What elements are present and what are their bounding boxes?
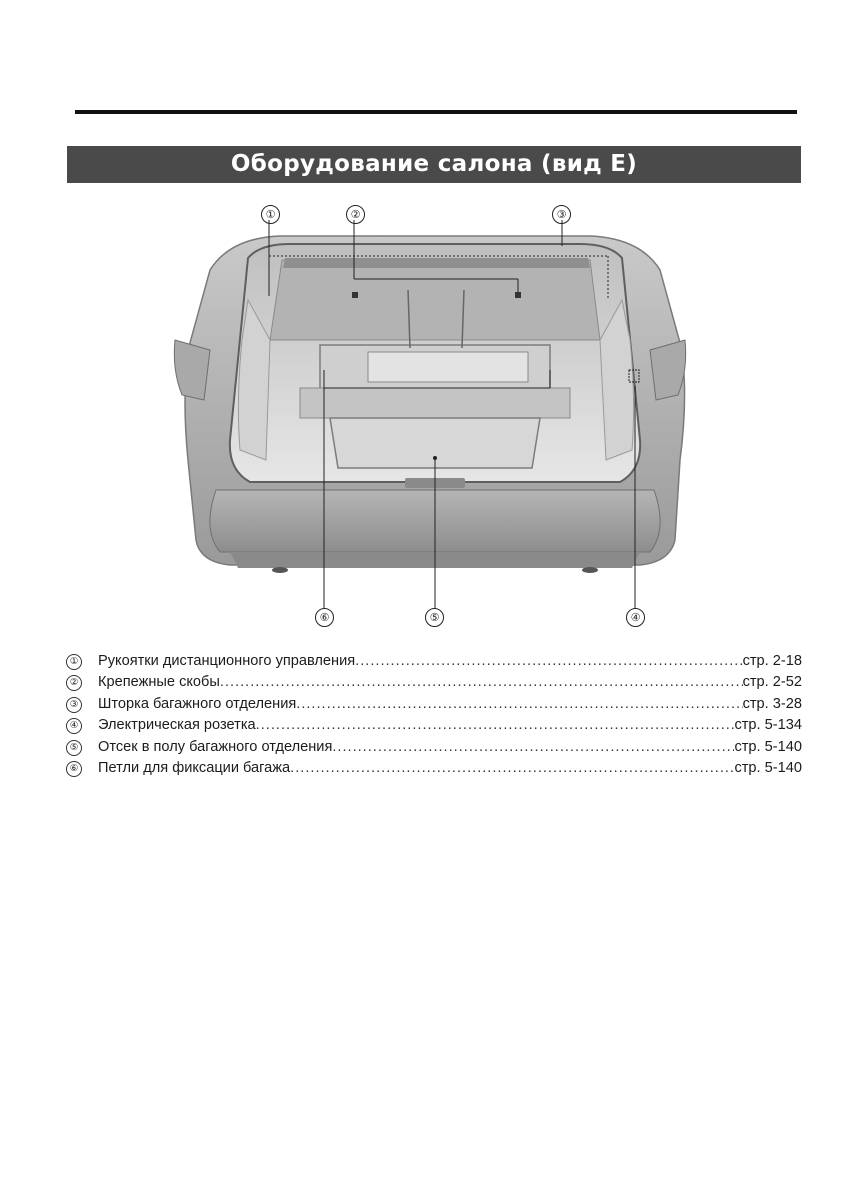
legend-label: Отсек в полу багажного отделения xyxy=(98,738,333,755)
top-rule xyxy=(75,110,797,114)
legend-item xyxy=(66,653,802,674)
page-reference: стр. 5-140 xyxy=(734,738,802,755)
cargo-area-illustration xyxy=(170,200,690,630)
leader-dots xyxy=(296,696,742,712)
callout-6: ⑥ xyxy=(315,608,334,627)
callout-5: ⑤ xyxy=(425,608,444,627)
callout-3: ③ xyxy=(552,205,571,224)
legend-number: ⑤ xyxy=(66,740,82,756)
leader-dots xyxy=(220,674,743,690)
leader-dots xyxy=(332,739,734,755)
page-reference: стр. 5-134 xyxy=(734,717,802,734)
legend-label: Петли для фиксации багажа xyxy=(98,759,291,776)
legend-label: Крепежные скобы xyxy=(98,674,220,691)
legend-item xyxy=(66,760,802,781)
page-reference: стр. 3-28 xyxy=(742,695,802,712)
legend-label: Рукоятки дистанционного управления xyxy=(98,653,356,669)
legend-number: ⑥ xyxy=(66,761,82,777)
leader-dots xyxy=(256,717,735,733)
legend-number: ② xyxy=(66,675,82,691)
legend-number: ③ xyxy=(66,697,82,713)
legend-item xyxy=(66,674,802,695)
leader-dots xyxy=(355,653,742,669)
callout-1: ① xyxy=(261,205,280,224)
legend-item xyxy=(66,739,802,760)
section-title: Оборудование салона (вид E) xyxy=(67,146,801,183)
legend-number: ① xyxy=(66,654,82,670)
legend-label: Шторка багажного отделения xyxy=(98,695,297,712)
page-reference: стр. 5-140 xyxy=(734,759,802,776)
leader-dots xyxy=(290,760,734,776)
legend-label: Электрическая розетка xyxy=(98,717,256,734)
callout-4: ④ xyxy=(626,608,645,627)
callout-2: ② xyxy=(346,205,365,224)
page-reference: стр. 2-52 xyxy=(742,674,802,691)
legend-list xyxy=(66,653,802,781)
legend-number: ④ xyxy=(66,718,82,734)
legend-item xyxy=(66,717,802,738)
page-reference: стр. 2-18 xyxy=(742,653,802,669)
legend-item xyxy=(66,696,802,717)
